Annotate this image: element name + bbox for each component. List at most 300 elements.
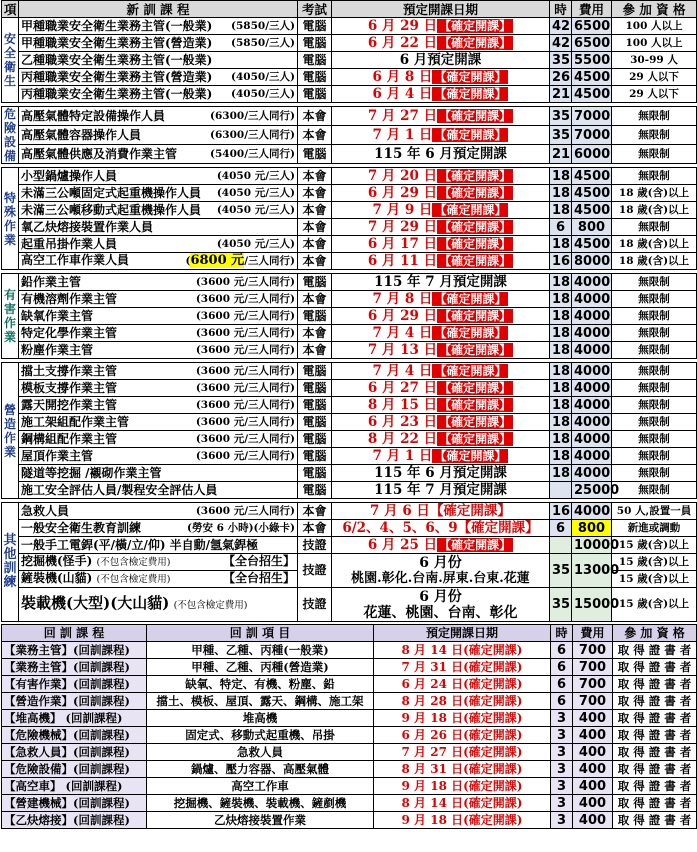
course-price: (3600 元/三人同行) [195,432,295,445]
course-fee: 4000 [572,325,612,342]
course-fee: 4000 [572,342,612,359]
exam-venue: 本會 [298,107,332,126]
course-date: 7 月 8 日 [372,290,433,307]
course-requirement: 18 歲(含)以上 [612,202,697,219]
status-badge: 【確定開課】 [439,236,512,251]
exam-venue: 電腦 [298,414,332,431]
recruit-tag: 【全台招生】 [222,554,295,568]
course-hours: 18 [550,325,572,342]
course-requirement: 15 歲(含)以上 [612,571,697,588]
course-name: 一般安全衛生教育訓練 [21,520,142,535]
refresher-item: 高空工作車 [147,778,374,795]
status-badge: 【確定開課】 [434,325,507,340]
refresher-row [2,642,697,659]
course-name-cell: 一般手工電銲(平/橫/立/仰) 半自動/氬氣銲極 [19,537,298,554]
course-name-cell [19,308,298,325]
course-requirement: 15 歲(含)以上 [612,554,697,571]
refresher-hours: 3 [551,744,573,761]
exam-venue: 電腦 [298,274,332,291]
refresher-hours: 3 [551,778,573,795]
refresher-fee: 700 [573,642,613,659]
course-name: 特定化學作業主管 [21,325,118,340]
course-hours: 21 [550,145,572,164]
course-fee: 4000 [572,291,612,308]
course-date-cell [332,325,550,342]
refresher-fee: 400 [573,761,613,778]
course-hours: 16 [550,253,572,270]
course-date-cell [332,35,550,52]
status-badge: 【確定開課】 [439,253,512,268]
course-fee: 800 [572,520,612,537]
course-name: 甲種職業安全衛生業務主管(一般業) [21,18,213,33]
course-requirement: 15 歲(含)以上 [612,537,697,554]
table-row [2,554,697,571]
section-label: 營造作業 [2,363,19,499]
refresher-row [2,659,697,676]
refresher-row [2,676,697,693]
refresher-row [2,744,697,761]
refresher-requirement: 取 得 證 書 者 [613,744,697,761]
course-name-cell [19,86,298,103]
course-name: 未滿三公噸固定式起重機操作人員 [21,185,202,200]
course-requirement: 18 歲(含)以上 [612,185,697,202]
exam-venue: 電腦 [298,431,332,448]
price-highlight: 6800 元 [190,253,245,268]
course-fee: 4000 [572,363,612,380]
course-date-cell [332,145,550,164]
header-requirement: 參 加 資 格 [612,1,697,18]
course-fee: 4500 [572,86,612,103]
course-name-cell [19,18,298,35]
refresher-fee: 400 [573,778,613,795]
status-badge: 【確定開課】 [434,363,507,378]
course-date: 7 月 9 日 [372,201,433,218]
course-name: 高壓氣體容器操作人員 [21,127,142,142]
course-name: 小型鍋爐操作人員 [21,168,118,183]
course-date: 6 月 22 日 [367,34,438,51]
course-fee: 4500 [572,69,612,86]
course-date-cell [332,126,550,145]
course-date: 6/2、4、5、6、9 [342,519,458,536]
status-badge: 【確定開課】 [439,308,512,323]
course-name: 高壓氣體特定設備操作人員 [21,108,166,123]
course-hours: 35 [550,126,572,145]
course-fee: 4000 [572,308,612,325]
course-requirement: 無限制 [612,482,697,499]
course-price: (5850/三人) [231,36,295,49]
course-date: 6 月 29 日 [367,307,438,324]
course-name: 丙種職業安全衛生業務主管(一般業) [21,86,213,101]
status-badge: 【確定開課】 [439,414,512,429]
course-name-cell [19,503,298,520]
course-hours: 18 [550,397,572,414]
course-requirement: 新進或調動 [612,520,697,537]
course-name-cell [19,414,298,431]
course-name: 未滿三公噸移動式起重機操作人員 [21,202,202,217]
course-name: 高空工作車作業人員 [21,253,130,267]
course-fee: 7000 [572,107,612,126]
table-row [2,363,697,380]
header-course: 新 訓 課 程 [19,1,298,18]
refresher-row [2,778,697,795]
refresher-date: 9 月 18 日(確定開課) [374,812,551,829]
status-badge: 【確定開課】 [439,380,512,395]
status-badge: 【確定開課】 [439,342,512,357]
course-name-cell [19,397,298,414]
refresher-hours: 3 [551,795,573,812]
refresher-row [2,727,697,744]
course-name-cell [19,571,298,588]
course-name-cell [19,588,298,622]
exam-venue: 電腦 [298,397,332,414]
course-hours [550,537,572,554]
course-date-cell [332,554,550,588]
course-hours: 18 [550,380,572,397]
course-schedule-table [1,0,697,622]
status-badge: 【確定開課】 [434,86,507,101]
table-row [2,520,697,537]
refresher-date: 9 月 18 日(確定開課) [374,778,551,795]
table-row [2,397,697,414]
course-date-cell [332,588,550,622]
course-name-cell [19,465,298,482]
course-price: (4050 元/三人) [216,237,295,250]
course-date: 7 月 13 日 [367,341,438,358]
course-requirement: 50 人,設置一員 [612,503,697,520]
refresher-date: 6 月 26 日(確定開課) [374,727,551,744]
course-name: 施工架組配作業主管 [21,414,130,429]
refresher-hours: 3 [551,710,573,727]
exam-venue: 電腦 [298,380,332,397]
course-date: 7 月 1 日 [372,126,433,143]
refresher-row [2,812,697,829]
refresher-hours: 3 [551,727,573,744]
course-date-cell [332,342,550,359]
table-row [2,145,697,164]
refresher-category: 【業務主管】(回訓課程) [2,659,147,676]
refresher-requirement: 取 得 證 書 者 [613,710,697,727]
course-price: (4050/三人) [231,70,295,83]
table-row [2,168,697,185]
exam-venue: 本會 [298,236,332,253]
course-name: 乙種職業安全衛生業務主管(一般業) [21,52,213,67]
refresher-row [2,710,697,727]
refresher-category: 【營造作業】(回訓課程) [2,693,147,710]
table-row [2,342,697,359]
refresher-item: 挖掘機、鏟裝機、裝載機、鏟剷機 [147,795,374,812]
course-requirement: 無限制 [612,145,697,164]
course-price: (3600 元/三人同行) [195,292,295,305]
refresher-category: 【危險機械】(回訓課程) [2,727,147,744]
course-name: 氧乙炔熔接裝置作業人員 [21,219,154,234]
course-name: 缺氧作業主管 [21,308,94,323]
course-hours: 21 [550,86,572,103]
course-fee: 8000 [572,253,612,270]
course-name: 粉塵作業主管 [21,342,94,357]
table-row [2,308,697,325]
course-requirement: 30-99 人 [612,52,697,69]
refresher-header-fee: 費用 [573,625,613,642]
course-name: 鏟裝機(山貓) [21,571,93,585]
course-name: 有機溶劑作業主管 [21,291,118,306]
course-hours: 42 [550,18,572,35]
status-badge: 【確定開課】 [434,202,507,217]
course-price: (5400/三人同行) [210,147,295,160]
course-date: 7 月 29 日 [367,218,438,235]
section-label: 特殊作業 [2,168,19,270]
table-row [2,380,697,397]
exam-venue: 本會 [298,185,332,202]
refresher-table [1,624,697,829]
status-badge: 【確定開課】 [439,35,512,50]
refresher-date: 9 月 18 日(確定開課) [374,710,551,727]
refresher-category: 【有害作業】(回訓課程) [2,676,147,693]
header-fee: 費用 [572,1,612,18]
exam-venue: 本會 [298,325,332,342]
course-hours: 18 [550,465,572,482]
course-name: 起重吊掛作業人員 [21,236,118,251]
course-date-cell [332,397,550,414]
course-price: (3600 元/三人同行) [195,381,295,394]
course-requirement: 無限制 [612,342,697,359]
table-row [2,431,697,448]
status-badge: 【確定開課】 [434,291,507,306]
course-name-cell [19,520,298,537]
course-date-cell [332,69,550,86]
course-date: 6 月 8 日 [372,68,433,85]
course-fee: 6500 [572,35,612,52]
refresher-hours: 6 [551,659,573,676]
exam-venue: 本會 [298,168,332,185]
status-badge: 【確定開課】 [439,108,512,123]
course-hours: 18 [550,185,572,202]
course-fee: 4500 [572,236,612,253]
exam-venue: 電腦 [298,482,332,499]
exam-venue: 本會 [298,520,332,537]
course-price: (3600 元/三人同行) [195,504,295,517]
refresher-requirement: 取 得 證 書 者 [613,676,697,693]
refresher-item: 缺氧、特定、有機、粉塵、鉛 [147,676,374,693]
section-label: 其他訓練 [2,503,19,622]
course-name-cell [19,236,298,253]
table-row [2,126,697,145]
course-requirement: 18 歲(含)以上 [612,253,697,270]
course-hours: 16 [550,503,572,520]
price-open: ( [185,255,191,267]
course-date: 6 月 17 日 [367,235,438,252]
table-row [2,588,697,622]
table-row [2,503,697,520]
course-hours: 18 [550,291,572,308]
course-date-cell [332,537,550,554]
table-row [2,202,697,219]
course-price: (3600 元/三人同行) [195,415,295,428]
course-requirement: 無限制 [612,126,697,145]
exam-venue: 本會 [298,253,332,270]
course-date-cell [332,380,550,397]
refresher-header [2,625,697,642]
course-date: 7 月 27 日 [367,107,438,124]
course-price: (6300/三人同行) [210,128,295,141]
course-name: 屋頂作業主管 [21,448,94,463]
course-price [186,253,296,269]
course-name-cell [19,363,298,380]
refresher-fee: 400 [573,795,613,812]
refresher-item: 鍋爐、壓力容器、高壓氣體 [147,761,374,778]
course-name-cell [19,126,298,145]
course-requirement: 無限制 [612,308,697,325]
header-item: 項 [2,1,19,18]
course-date: 115 年 7 月預定開課 [374,273,507,290]
table-row [2,86,697,103]
course-price: (3600 元/三人同行) [195,343,295,356]
course-date-cell [332,236,550,253]
course-fee: 4000 [572,414,612,431]
course-name-cell [19,325,298,342]
course-hours: 18 [550,448,572,465]
refresher-category: 【危險設備】(回訓課程) [2,761,147,778]
course-name: 露天開挖作業主管 [21,397,118,412]
course-name: 鋼構組配作業主管 [21,431,118,446]
course-price: (3600 元/三人同行) [195,398,295,411]
course-hours: 26 [550,69,572,86]
refresher-requirement: 取 得 證 書 者 [613,642,697,659]
refresher-header-item: 回 訓 項 目 [147,625,374,642]
course-name: 擋土支撐作業主管 [21,363,118,378]
course-fee: 4000 [572,503,612,520]
course-date: 6 月 29 日 [367,184,438,201]
exam-venue: 技證 [298,537,332,554]
course-requirement: 無限制 [612,414,697,431]
course-fee: 7000 [572,126,612,145]
course-date: 7 月 4 日 [372,362,433,379]
recruit-tag: 【全台招生】 [222,571,295,585]
course-fee: 6500 [572,18,612,35]
course-name: 隧道等挖掘 /襯砌作業主管 [21,465,162,480]
course-note: (不包含檢定費用) [96,557,171,568]
course-date-cell [332,414,550,431]
course-hours: 18 [550,236,572,253]
refresher-header-hours: 時 [551,625,573,642]
refresher-fee: 700 [573,693,613,710]
course-name: 高壓氣體供應及消費作業主管 [21,146,178,161]
exam-venue: 技證 [298,588,332,622]
course-price: (4050 元/三人) [216,203,295,216]
course-hours: 18 [550,414,572,431]
refresher-category: 【營建機械】(回訓課程) [2,795,147,812]
course-date-cell [332,520,550,537]
refresher-item: 堆高機 [147,710,374,727]
price-rest: /三人同行) [244,255,295,267]
refresher-body [2,642,697,829]
course-date-cell [332,274,550,291]
course-name-cell [19,448,298,465]
table-row [2,219,697,236]
status-badge: 【確定開課】 [429,502,511,519]
course-hours: 18 [550,168,572,185]
course-fee: 4500 [572,185,612,202]
refresher-hours: 6 [551,676,573,693]
table-row [2,69,697,86]
course-name-cell [19,145,298,164]
course-requirement: 無限制 [612,448,697,465]
course-date: 7 月 6 日 [370,502,430,519]
refresher-date: 8 月 14 日(確定開課) [374,642,551,659]
course-name-cell [19,274,298,291]
refresher-header-course: 回 訓 課 程 [2,625,147,642]
course-fee: 6000 [572,145,612,164]
exam-venue: 電腦 [298,363,332,380]
course-name-cell [19,107,298,126]
refresher-fee: 400 [573,812,613,829]
refresher-date: 8 月 28 日(確定開課) [374,693,551,710]
course-name-cell [19,431,298,448]
course-fee: 4000 [572,465,612,482]
table-row [2,482,697,499]
course-date: 6 月 23 日 [367,413,438,430]
status-badge: 【確定開課】 [434,448,507,463]
course-requirement: 29 人以下 [612,86,697,103]
course-fee: 13000 [572,554,612,588]
refresher-hours: 3 [551,761,573,778]
course-date: 6 月 27 日 [367,379,438,396]
course-fee: 4000 [572,380,612,397]
course-name-cell [19,52,298,69]
course-name-cell [19,380,298,397]
new-course-body [2,18,697,622]
table-row [2,414,697,431]
table-row [2,448,697,465]
course-hours: 18 [550,202,572,219]
course-name-cell [19,35,298,52]
course-name: 鉛作業主管 [21,274,82,289]
course-date: 6 月預定開課 [399,51,482,68]
course-fee: 4500 [572,168,612,185]
exam-venue: 電腦 [298,86,332,103]
course-date-cell [332,482,550,499]
table-row [2,537,697,554]
course-name-cell [19,253,298,270]
course-price: (6300/三人同行) [210,109,295,122]
course-name-cell [19,185,298,202]
status-badge: 【確定開課】 [434,69,507,84]
course-date: 7 月 1 日 [372,447,433,464]
refresher-requirement: 取 得 證 書 者 [613,778,697,795]
refresher-date: 8 月 31 日(確定開課) [374,761,551,778]
refresher-category: 【急救人員】(回訓課程) [2,744,147,761]
course-price: (4050/三人) [231,87,295,100]
section-label: 安全衛生 [2,18,19,103]
course-date: 115 年 6 月預定開課 [374,464,507,481]
status-badge: 【確定開課】 [439,18,512,33]
course-date: 6 月份 [419,588,462,605]
refresher-header-requirement: 參 加 資 格 [613,625,697,642]
refresher-row [2,795,697,812]
exam-venue: 本會 [298,342,332,359]
refresher-row [2,761,697,778]
course-fee: 10000 [572,537,612,554]
course-name-cell [19,168,298,185]
status-badge: 【確定開課】 [439,219,512,234]
exam-venue: 電腦 [298,308,332,325]
status-badge: 【確定開課】 [439,168,512,183]
refresher-fee: 400 [573,710,613,727]
refresher-item: 急救人員 [147,744,374,761]
status-badge: 【確定開課】 [439,431,512,446]
course-date: 8 月 15 日 [367,396,438,413]
refresher-item: 固定式、移動式起重機、吊掛 [147,727,374,744]
course-hours: 18 [550,308,572,325]
